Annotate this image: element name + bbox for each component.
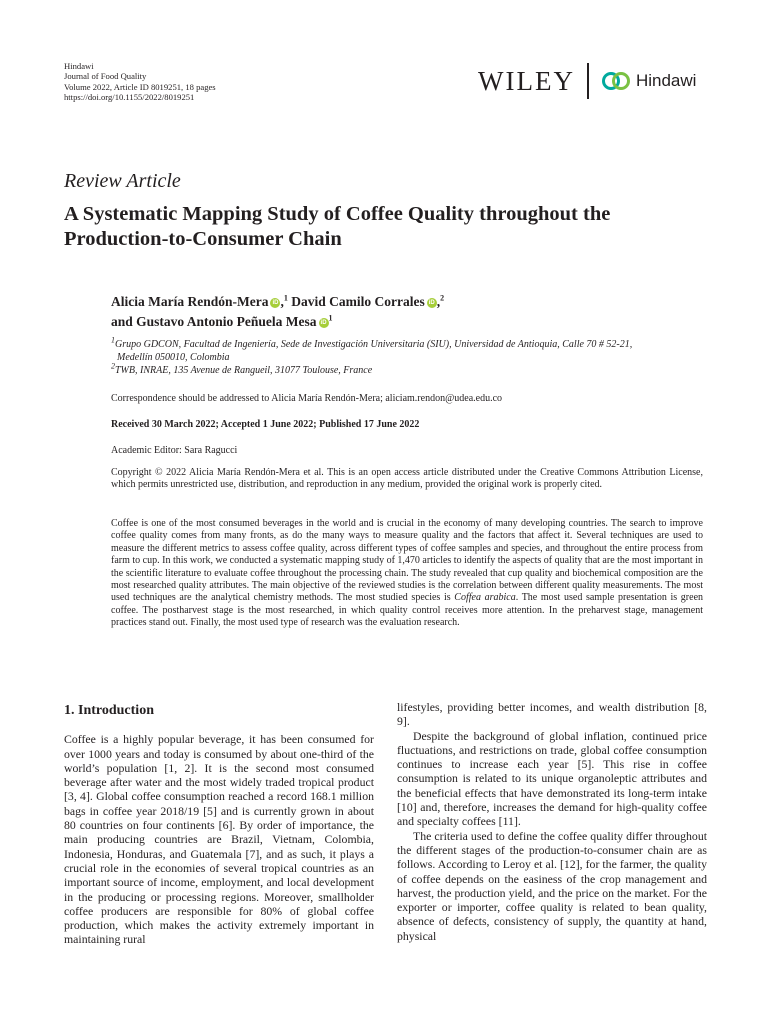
doi-link[interactable]: https://doi.org/10.1155/2022/8019251 [64,92,195,103]
affiliations [111,335,711,377]
author-affiliation-sup: 2 [440,293,445,303]
copyright-notice: Copyright © 2022 Alicia María Rendón-Mera et al. This is an open access article distributed under the Creative Commons Attribution License, which permits unrestricted use, distribution, and reproduction in any medium, provided the original work is properly cited. [111,467,703,491]
publisher-name: Hindawi [64,61,94,71]
paragraph: The criteria used to define the coffee quality differ throughout the different stages of the production-to-consumer chain are as follows. According to Leroy et al. [12], for the farmer, the quality of coffee depends on the easiness of the crop management and harvest, the production yield, and the price on the market. For the exporter or importer, coffee quality is related to bean quality, absence of defects, consistency of supply, the quantity at hand, physical [397,828,707,943]
author-conjunction: and [111,314,133,329]
affiliation-2: TWB, INRAE, 135 Avenue de Rangueil, 31077 Toulouse, France [115,364,373,376]
affiliation-1: Grupo GDCON, Facultad de Ingeniería, Sede de Investigación Universitaria (SIU), Universidad de Antioquia, Calle 70 # 52-21, [115,339,633,350]
orcid-icon[interactable]: iD [428,299,435,306]
author-name[interactable]: David Camilo Corrales [291,294,425,309]
hindawi-logo [601,71,696,91]
publisher-logos [478,62,696,100]
article-type: Review Article [64,170,181,192]
hindawi-rings-icon [601,71,631,91]
body-column-left [64,700,374,947]
logo-divider [587,63,589,99]
journal-meta [64,61,216,103]
journal-name: Journal of Food Quality [64,71,147,82]
wiley-logo: WILEY [478,65,575,96]
academic-editor: Academic Editor: Sara Ragucci [111,445,238,456]
abstract [111,518,703,630]
publication-dates: Received 30 March 2022; Accepted 1 June 2022; Published 17 June 2022 [111,419,420,430]
abstract-species: Coffea arabica [454,592,516,604]
author-name[interactable]: Gustavo Antonio Peñuela Mesa [136,314,317,329]
paragraph: Coffee is a highly popular beverage, it has been consumed for over 1000 years and today is consumed by about one-third of the world’s population [1, 2]. It is the second most consumed beverage after water and the most widely traded tropical product [3, 4]. Global coffee consumption reached a record 168.1 million bags in coffee year 2018/19 [5] and is currently grown in about 80 countries on four continents [6]. By order of importance, the main producing countries are Brazil, Vietnam, Colombia, Indonesia, Honduras, and Guatemala [7], and as such, it plays a crucial role in the economies of several tropical countries as an important source of income, employment, and local development in the producing or processing regions. Moreover, smallholder coffee producers are responsible for 80% of global coffee production, which makes the activity extremely important in maintaining rural [64,732,374,947]
abstract-text: Coffee is one of the most consumed beverages in the world and is crucial in the economy of many developing countries. The search to improve coffee quality comes from many fronts, as do the many ways to measure quality and the factors that affect it. Several techniques are used to measure the different metrics to assess coffee quality, across different types of coffee samples and species, and throughout the entire process from farm to cup. In this work, we conducted a systematic mapping study of 1,470 articles to identify the aspects of quality that are the most important in the scientific literature to evaluate coffee throughout the processing chain. The study revealed that cup quality and biochemical composition are the most researched quality attributes. The main objective of the reviewed studies is the correlation between different quality measurements. The most used techniques are the analytical chemistry methods. The most studied species is [111,518,703,604]
paragraph: lifestyles, providing better incomes, and wealth distribution [8, 9]. [397,700,707,729]
author-affiliation-sup: 1 [283,293,288,303]
paragraph: Despite the background of global inflation, continued price fluctuations, and restrictions on trade, global coffee consumption continues to increase each year [5]. This rise in coffee consumption is related to its unique organoleptic attributes and the beneficial effects that have demonstrated its long-term intake [10] and, therefore, increases the demand for high-quality coffee and specialty coffees [11]. [397,728,707,829]
author-list: Alicia María Rendón-Mera iD ,$^1$ David Camilo Corrales iD ,$^2$ and Gustavo Antonio Peñuela Mesa $iD^1$ [111,293,445,329]
section-heading: 1. Introduction [64,703,154,718]
hindawi-wordmark: Hindawi [635,71,697,90]
article-title: A Systematic Mapping Study of Coffee Quality throughout the Production-to-Consumer Chain [64,203,611,250]
abstract-text: . The most used sample presentation is green coffee. The postharvest stage is the most researched, in which quality control receives more attention. In the preharvest stage, management practices stand out. Finally, the most used type of research was the evaluation research. [111,592,704,629]
orcid-icon[interactable]: iD [320,319,327,326]
volume-line: Volume 2022, Article ID 8019251, 18 pages [64,81,216,92]
body-column-right [397,700,707,943]
affiliation-1-line2: Medellín 050010, Colombia [117,351,230,363]
author-name[interactable]: Alicia María Rendón-Mera [111,294,269,309]
affiliation-sup: 1 [111,335,115,345]
orcid-icon[interactable]: iD [272,299,279,306]
affiliation-sup: 2 [111,361,115,371]
author-affiliation-sup: 1 [328,313,333,323]
correspondence: Correspondence should be addressed to Alicia María Rendón-Mera; aliciam.rendon@udea.edu.co [111,393,503,404]
